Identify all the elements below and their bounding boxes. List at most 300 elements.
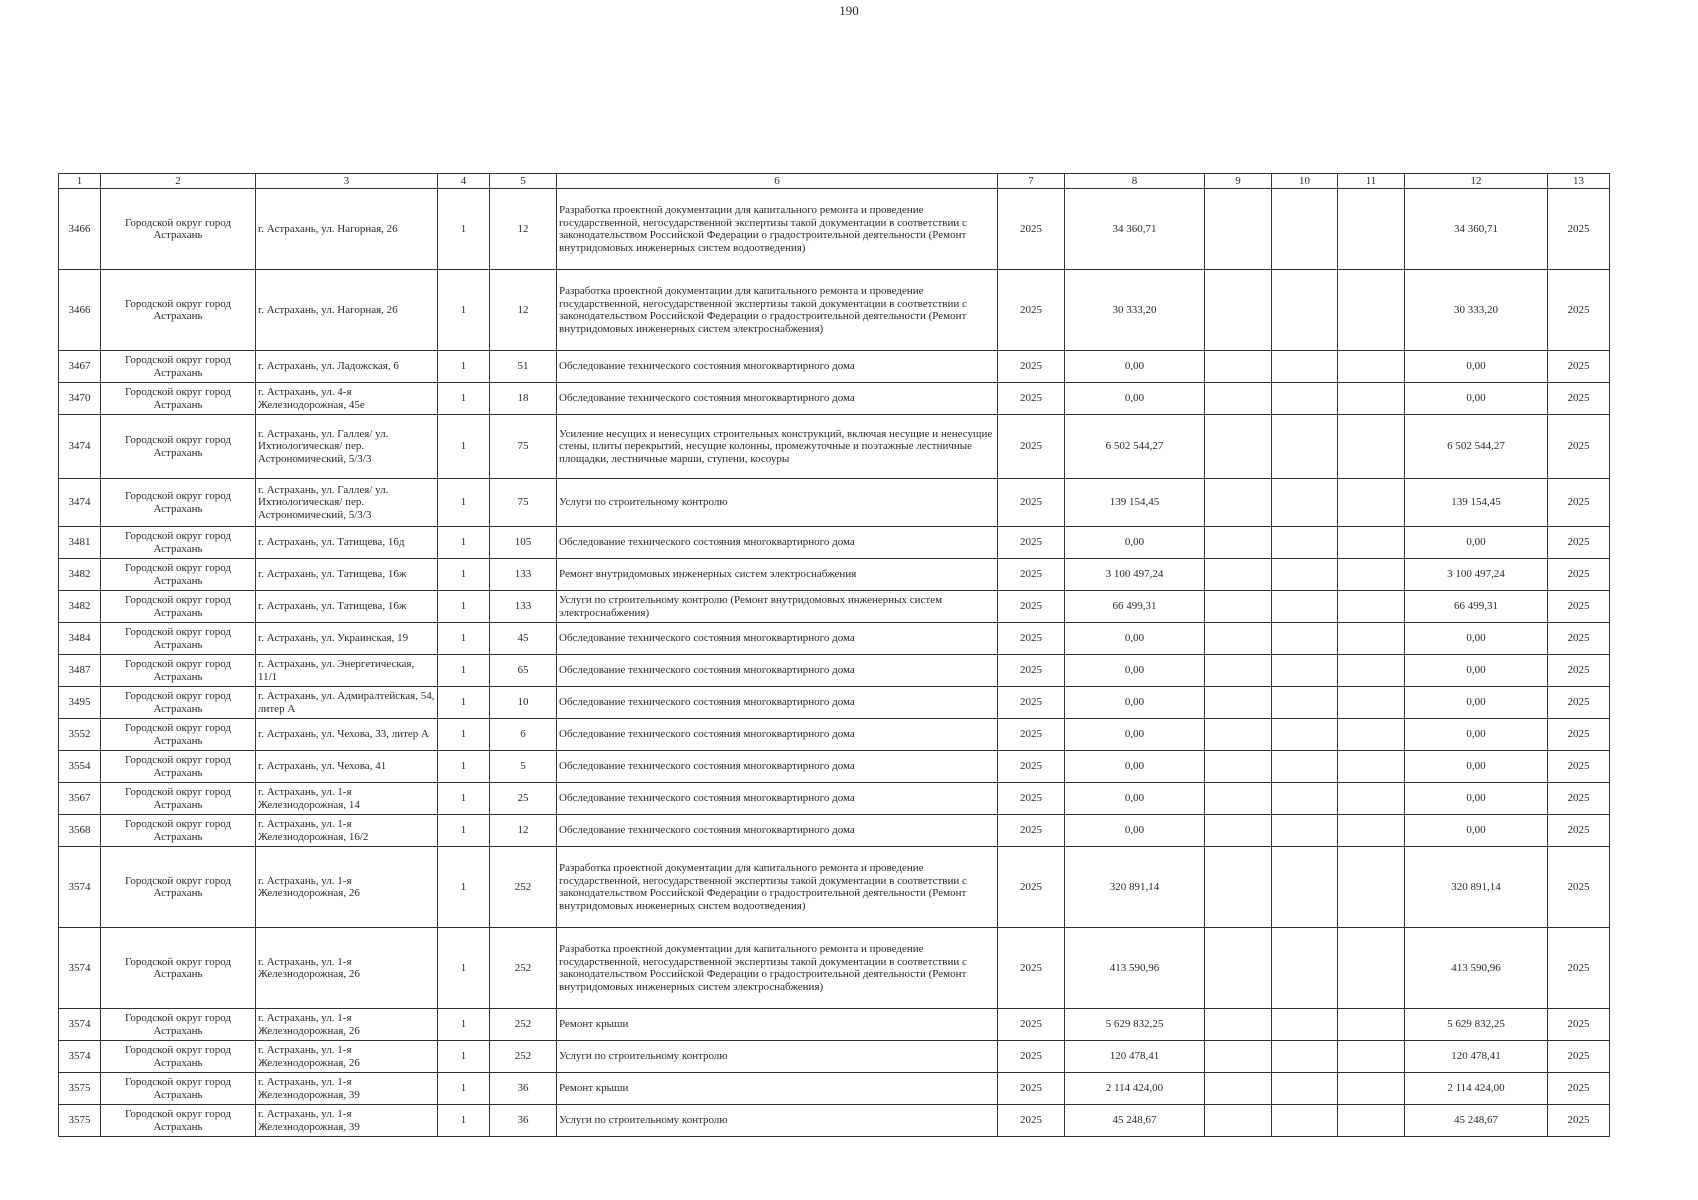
count-cell: 1 [438,351,490,383]
empty-cell [1205,189,1272,270]
column-header: 7 [998,174,1065,189]
year-cell: 2025 [998,383,1065,415]
work-type-cell: Обследование технического состояния многоквартирного дома [557,687,998,719]
empty-cell [1272,623,1338,655]
row-number-cell: 3574 [59,928,101,1009]
address-cell: г. Астрахань, ул. Чехова, 41 [256,751,438,783]
work-type-cell: Обследование технического состояния многоквартирного дома [557,751,998,783]
completion-year-cell: 2025 [1548,351,1610,383]
empty-cell [1205,1041,1272,1073]
row-number-cell: 3481 [59,527,101,559]
quantity-cell: 105 [490,527,557,559]
empty-cell [1338,1073,1405,1105]
cost-cell: 320 891,14 [1065,847,1205,928]
empty-cell [1338,351,1405,383]
cost-cell: 0,00 [1065,687,1205,719]
year-cell: 2025 [998,815,1065,847]
completion-year-cell: 2025 [1548,559,1610,591]
empty-cell [1338,591,1405,623]
empty-cell [1272,928,1338,1009]
total-cost-cell: 320 891,14 [1405,847,1548,928]
count-cell: 1 [438,751,490,783]
count-cell: 1 [438,383,490,415]
empty-cell [1272,189,1338,270]
count-cell: 1 [438,623,490,655]
empty-cell [1338,847,1405,928]
column-header: 8 [1065,174,1205,189]
column-header: 10 [1272,174,1338,189]
cost-cell: 45 248,67 [1065,1105,1205,1137]
work-type-cell: Ремонт крыши [557,1073,998,1105]
count-cell: 1 [438,847,490,928]
table-row [59,270,1610,351]
total-cost-cell: 139 154,45 [1405,479,1548,527]
count-cell: 1 [438,559,490,591]
header-row [59,174,1610,189]
empty-cell [1338,719,1405,751]
empty-cell [1205,351,1272,383]
total-cost-cell: 45 248,67 [1405,1105,1548,1137]
table-row [59,687,1610,719]
empty-cell [1205,383,1272,415]
year-cell: 2025 [998,415,1065,479]
table-row [59,623,1610,655]
row-number-cell: 3575 [59,1073,101,1105]
table-row [59,1009,1610,1041]
empty-cell [1205,527,1272,559]
table-row [59,815,1610,847]
quantity-cell: 6 [490,719,557,751]
column-header: 11 [1338,174,1405,189]
district-cell: Городской округ город Астрахань [101,383,256,415]
empty-cell [1205,687,1272,719]
table-row [59,928,1610,1009]
year-cell: 2025 [998,1009,1065,1041]
row-number-cell: 3574 [59,1009,101,1041]
completion-year-cell: 2025 [1548,847,1610,928]
row-number-cell: 3474 [59,479,101,527]
empty-cell [1272,783,1338,815]
quantity-cell: 12 [490,815,557,847]
district-cell: Городской округ город Астрахань [101,623,256,655]
work-type-cell: Обследование технического состояния многоквартирного дома [557,527,998,559]
year-cell: 2025 [998,847,1065,928]
table-row [59,189,1610,270]
completion-year-cell: 2025 [1548,383,1610,415]
quantity-cell: 252 [490,928,557,1009]
quantity-cell: 133 [490,559,557,591]
total-cost-cell: 0,00 [1405,687,1548,719]
district-cell: Городской округ город Астрахань [101,719,256,751]
empty-cell [1272,1105,1338,1137]
column-header: 2 [101,174,256,189]
column-header: 9 [1205,174,1272,189]
address-cell: г. Астрахань, ул. Адмиралтейская, 54, литер А [256,687,438,719]
year-cell: 2025 [998,527,1065,559]
row-number-cell: 3487 [59,655,101,687]
work-type-cell: Обследование технического состояния многоквартирного дома [557,623,998,655]
year-cell: 2025 [998,559,1065,591]
empty-cell [1272,751,1338,783]
quantity-cell: 75 [490,479,557,527]
row-number-cell: 3575 [59,1105,101,1137]
row-number-cell: 3552 [59,719,101,751]
work-type-cell: Обследование технического состояния многоквартирного дома [557,783,998,815]
total-cost-cell: 3 100 497,24 [1405,559,1548,591]
quantity-cell: 12 [490,270,557,351]
column-header: 4 [438,174,490,189]
table-row [59,783,1610,815]
address-cell: г. Астрахань, ул. Галлея/ ул. Ихтиологическая/ пер. Астрономический, 5/3/3 [256,415,438,479]
row-number-cell: 3470 [59,383,101,415]
empty-cell [1272,847,1338,928]
empty-cell [1272,559,1338,591]
table-row [59,719,1610,751]
table-row [59,559,1610,591]
empty-cell [1205,1105,1272,1137]
count-cell: 1 [438,189,490,270]
empty-cell [1272,415,1338,479]
address-cell: г. Астрахань, ул. 1-я Железнодорожная, 39 [256,1105,438,1137]
count-cell: 1 [438,1105,490,1137]
work-type-cell: Ремонт внутридомовых инженерных систем электроснабжения [557,559,998,591]
address-cell: г. Астрахань, ул. Энергетическая, 11/1 [256,655,438,687]
page-number: 190 [839,3,859,18]
work-type-cell: Услуги по строительному контролю (Ремонт внутридомовых инженерных систем электроснабжения) [557,591,998,623]
district-cell: Городской округ город Астрахань [101,783,256,815]
register-table [58,173,1610,1137]
year-cell: 2025 [998,1105,1065,1137]
table-row [59,655,1610,687]
count-cell: 1 [438,815,490,847]
column-header: 12 [1405,174,1548,189]
completion-year-cell: 2025 [1548,1073,1610,1105]
total-cost-cell: 6 502 544,27 [1405,415,1548,479]
address-cell: г. Астрахань, ул. 4-я Железнодорожная, 45е [256,383,438,415]
district-cell: Городской округ город Астрахань [101,928,256,1009]
empty-cell [1338,189,1405,270]
count-cell: 1 [438,591,490,623]
quantity-cell: 36 [490,1073,557,1105]
completion-year-cell: 2025 [1548,479,1610,527]
work-type-cell: Обследование технического состояния многоквартирного дома [557,383,998,415]
row-number-cell: 3482 [59,591,101,623]
quantity-cell: 252 [490,847,557,928]
quantity-cell: 252 [490,1041,557,1073]
work-type-cell: Усиление несущих и ненесущих строительных конструкций, включая несущие и ненесущие стены, плиты перекрытий, несущие колонны, промежуточные и поэтажные лестничные площадки, лестничные марши, ступени, косоуры [557,415,998,479]
empty-cell [1205,591,1272,623]
row-number-cell: 3554 [59,751,101,783]
year-cell: 2025 [998,751,1065,783]
empty-cell [1205,479,1272,527]
address-cell: г. Астрахань, ул. 1-я Железнодорожная, 26 [256,1041,438,1073]
cost-cell: 66 499,31 [1065,591,1205,623]
total-cost-cell: 0,00 [1405,719,1548,751]
count-cell: 1 [438,527,490,559]
table-row [59,1105,1610,1137]
empty-cell [1205,815,1272,847]
count-cell: 1 [438,415,490,479]
completion-year-cell: 2025 [1548,687,1610,719]
address-cell: г. Астрахань, ул. Украинская, 19 [256,623,438,655]
empty-cell [1272,687,1338,719]
total-cost-cell: 66 499,31 [1405,591,1548,623]
district-cell: Городской округ город Астрахань [101,847,256,928]
count-cell: 1 [438,655,490,687]
total-cost-cell: 0,00 [1405,351,1548,383]
completion-year-cell: 2025 [1548,1041,1610,1073]
empty-cell [1205,655,1272,687]
cost-cell: 34 360,71 [1065,189,1205,270]
empty-cell [1338,383,1405,415]
district-cell: Городской округ город Астрахань [101,189,256,270]
column-header: 3 [256,174,438,189]
quantity-cell: 133 [490,591,557,623]
address-cell: г. Астрахань, ул. 1-я Железнодорожная, 14 [256,783,438,815]
completion-year-cell: 2025 [1548,1105,1610,1137]
completion-year-cell: 2025 [1548,719,1610,751]
cost-cell: 0,00 [1065,751,1205,783]
year-cell: 2025 [998,1073,1065,1105]
empty-cell [1338,783,1405,815]
empty-cell [1338,655,1405,687]
cost-cell: 0,00 [1065,383,1205,415]
district-cell: Городской округ город Астрахань [101,559,256,591]
total-cost-cell: 5 629 832,25 [1405,1009,1548,1041]
empty-cell [1338,270,1405,351]
address-cell: г. Астрахань, ул. 1-я Железнодорожная, 16/2 [256,815,438,847]
work-type-cell: Разработка проектной документации для капитального ремонта и проведение государственной, негосударственной экспертизы такой документации в соответствии с законодательством Российской Федерации о градостроительной деятельности (Ремонт внутридомовых инженерных систем электроснабжения) [557,270,998,351]
table-row [59,383,1610,415]
total-cost-cell: 34 360,71 [1405,189,1548,270]
quantity-cell: 75 [490,415,557,479]
year-cell: 2025 [998,623,1065,655]
year-cell: 2025 [998,189,1065,270]
cost-cell: 6 502 544,27 [1065,415,1205,479]
work-type-cell: Разработка проектной документации для капитального ремонта и проведение государственной, негосударственной экспертизы такой документации в соответствии с законодательством Российской Федерации о градостроительной деятельности (Ремонт внутридомовых инженерных систем электроснабжения) [557,928,998,1009]
address-cell: г. Астрахань, ул. 1-я Железнодорожная, 26 [256,928,438,1009]
table-row [59,351,1610,383]
count-cell: 1 [438,1073,490,1105]
row-number-cell: 3484 [59,623,101,655]
work-type-cell: Услуги по строительному контролю [557,1105,998,1137]
empty-cell [1338,415,1405,479]
total-cost-cell: 413 590,96 [1405,928,1548,1009]
address-cell: г. Астрахань, ул. Татищева, 16ж [256,559,438,591]
work-type-cell: Услуги по строительному контролю [557,479,998,527]
column-header: 1 [59,174,101,189]
empty-cell [1338,815,1405,847]
table-row [59,1073,1610,1105]
empty-cell [1272,655,1338,687]
total-cost-cell: 2 114 424,00 [1405,1073,1548,1105]
completion-year-cell: 2025 [1548,751,1610,783]
empty-cell [1272,270,1338,351]
empty-cell [1272,591,1338,623]
district-cell: Городской округ город Астрахань [101,1105,256,1137]
year-cell: 2025 [998,928,1065,1009]
table-body [59,189,1610,1137]
column-header: 5 [490,174,557,189]
year-cell: 2025 [998,783,1065,815]
count-cell: 1 [438,479,490,527]
district-cell: Городской округ город Астрахань [101,751,256,783]
empty-cell [1272,1009,1338,1041]
empty-cell [1205,559,1272,591]
empty-cell [1338,623,1405,655]
count-cell: 1 [438,1041,490,1073]
total-cost-cell: 0,00 [1405,383,1548,415]
empty-cell [1338,479,1405,527]
count-cell: 1 [438,687,490,719]
year-cell: 2025 [998,719,1065,751]
table-row [59,591,1610,623]
quantity-cell: 65 [490,655,557,687]
work-type-cell: Обследование технического состояния многоквартирного дома [557,815,998,847]
completion-year-cell: 2025 [1548,189,1610,270]
cost-cell: 413 590,96 [1065,928,1205,1009]
work-type-cell: Услуги по строительному контролю [557,1041,998,1073]
empty-cell [1205,783,1272,815]
empty-cell [1338,1105,1405,1137]
row-number-cell: 3466 [59,189,101,270]
completion-year-cell: 2025 [1548,783,1610,815]
table-row [59,479,1610,527]
empty-cell [1272,1073,1338,1105]
cost-cell: 0,00 [1065,527,1205,559]
row-number-cell: 3574 [59,847,101,928]
completion-year-cell: 2025 [1548,928,1610,1009]
empty-cell [1272,527,1338,559]
completion-year-cell: 2025 [1548,415,1610,479]
empty-cell [1272,383,1338,415]
cost-cell: 5 629 832,25 [1065,1009,1205,1041]
district-cell: Городской округ город Астрахань [101,479,256,527]
cost-cell: 3 100 497,24 [1065,559,1205,591]
column-header: 13 [1548,174,1610,189]
district-cell: Городской округ город Астрахань [101,655,256,687]
cost-cell: 0,00 [1065,815,1205,847]
empty-cell [1205,928,1272,1009]
empty-cell [1205,847,1272,928]
completion-year-cell: 2025 [1548,815,1610,847]
empty-cell [1272,351,1338,383]
empty-cell [1205,623,1272,655]
empty-cell [1205,719,1272,751]
quantity-cell: 45 [490,623,557,655]
row-number-cell: 3482 [59,559,101,591]
total-cost-cell: 0,00 [1405,655,1548,687]
quantity-cell: 10 [490,687,557,719]
table-row [59,415,1610,479]
count-cell: 1 [438,928,490,1009]
work-type-cell: Обследование технического состояния многоквартирного дома [557,719,998,751]
empty-cell [1338,1041,1405,1073]
completion-year-cell: 2025 [1548,623,1610,655]
quantity-cell: 12 [490,189,557,270]
cost-cell: 0,00 [1065,783,1205,815]
empty-cell [1338,928,1405,1009]
quantity-cell: 18 [490,383,557,415]
empty-cell [1272,815,1338,847]
address-cell: г. Астрахань, ул. Галлея/ ул. Ихтиологическая/ пер. Астрономический, 5/3/3 [256,479,438,527]
completion-year-cell: 2025 [1548,1009,1610,1041]
district-cell: Городской округ город Астрахань [101,591,256,623]
row-number-cell: 3495 [59,687,101,719]
district-cell: Городской округ город Астрахань [101,687,256,719]
total-cost-cell: 0,00 [1405,623,1548,655]
total-cost-cell: 0,00 [1405,527,1548,559]
count-cell: 1 [438,783,490,815]
empty-cell [1272,479,1338,527]
completion-year-cell: 2025 [1548,655,1610,687]
year-cell: 2025 [998,479,1065,527]
empty-cell [1338,751,1405,783]
row-number-cell: 3567 [59,783,101,815]
work-type-cell: Разработка проектной документации для капитального ремонта и проведение государственной, негосударственной экспертизы такой документации в соответствии с законодательством Российской Федерации о градостроительной деятельности (Ремонт внутридомовых инженерных систем водоотведения) [557,189,998,270]
cost-cell: 0,00 [1065,351,1205,383]
row-number-cell: 3568 [59,815,101,847]
row-number-cell: 3466 [59,270,101,351]
cost-cell: 0,00 [1065,623,1205,655]
table-row [59,1041,1610,1073]
empty-cell [1205,751,1272,783]
quantity-cell: 51 [490,351,557,383]
address-cell: г. Астрахань, ул. Нагорная, 26 [256,189,438,270]
year-cell: 2025 [998,687,1065,719]
empty-cell [1205,1009,1272,1041]
empty-cell [1338,559,1405,591]
table-row [59,847,1610,928]
work-type-cell: Обследование технического состояния многоквартирного дома [557,351,998,383]
quantity-cell: 5 [490,751,557,783]
district-cell: Городской округ город Астрахань [101,815,256,847]
total-cost-cell: 0,00 [1405,751,1548,783]
cost-cell: 2 114 424,00 [1065,1073,1205,1105]
total-cost-cell: 120 478,41 [1405,1041,1548,1073]
empty-cell [1338,527,1405,559]
empty-cell [1205,415,1272,479]
cost-cell: 0,00 [1065,719,1205,751]
district-cell: Городской округ город Астрахань [101,270,256,351]
address-cell: г. Астрахань, ул. Татищева, 16д [256,527,438,559]
address-cell: г. Астрахань, ул. Ладожская, 6 [256,351,438,383]
year-cell: 2025 [998,591,1065,623]
year-cell: 2025 [998,1041,1065,1073]
total-cost-cell: 0,00 [1405,783,1548,815]
address-cell: г. Астрахань, ул. 1-я Железнодорожная, 39 [256,1073,438,1105]
row-number-cell: 3467 [59,351,101,383]
empty-cell [1205,1073,1272,1105]
empty-cell [1338,1009,1405,1041]
work-type-cell: Обследование технического состояния многоквартирного дома [557,655,998,687]
quantity-cell: 36 [490,1105,557,1137]
row-number-cell: 3474 [59,415,101,479]
district-cell: Городской округ город Астрахань [101,527,256,559]
district-cell: Городской округ город Астрахань [101,1009,256,1041]
completion-year-cell: 2025 [1548,591,1610,623]
cost-cell: 0,00 [1065,655,1205,687]
cost-cell: 30 333,20 [1065,270,1205,351]
table-row [59,751,1610,783]
address-cell: г. Астрахань, ул. 1-я Железнодорожная, 26 [256,1009,438,1041]
empty-cell [1338,687,1405,719]
year-cell: 2025 [998,270,1065,351]
empty-cell [1272,719,1338,751]
address-cell: г. Астрахань, ул. Нагорная, 26 [256,270,438,351]
column-header: 6 [557,174,998,189]
completion-year-cell: 2025 [1548,270,1610,351]
